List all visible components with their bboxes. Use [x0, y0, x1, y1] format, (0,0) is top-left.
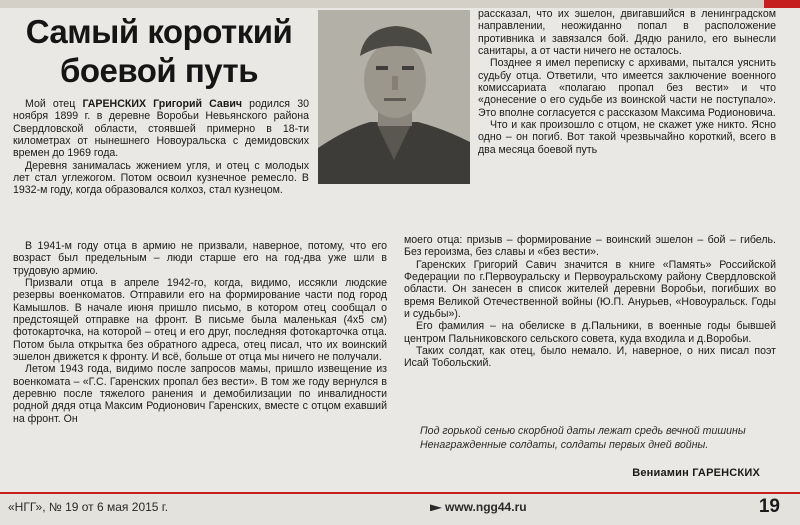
paragraph: моего отца: призыв – формирование – воинский эшелон – бой – гибель. Без героизма, без славы и «без вести».: [404, 234, 776, 259]
paragraph: Его фамилия – на обелиске в д.Пальники, в военные годы бывшей центром Пальниковского сельского совета, куда входила и д.Воробьи.: [404, 320, 776, 345]
paragraph: Таких солдат, как отец, было немало. И, наверное, о них писал поэт Исай Тобольский.: [404, 345, 776, 370]
website-text: www.ngg44.ru: [445, 500, 527, 514]
portrait-photo: [318, 10, 470, 184]
author-signature: Вениамин ГАРЕНСКИХ: [632, 467, 760, 479]
soldier-portrait-image: [318, 10, 470, 184]
paragraph: Летом 1943 года, видимо после запросов мамы, пришло извещение из военкомата – «Г.С. Гаренских пропал без вести». В том же году вернулся в деревню после тяжелого ранения и демобилизации по инвалидности родной дядя отца Максим Родионович Гаренских, вместе с отцом ехавший на фронт. Он: [13, 363, 387, 425]
arrow-icon: [430, 504, 442, 511]
paragraph: В 1941-м году отца в армию не призвали, наверное, потому, что его возраст был предельным – люди старше его на год-два уже шли в трудовую армию.: [13, 240, 387, 277]
text-run: Мой отец: [25, 98, 83, 110]
poem-line-2: Ненагражденные солдаты, солдаты первых дней войны.: [420, 438, 709, 451]
column-right-top: [478, 8, 776, 156]
paragraph: рассказал, что их эшелон, двигавшийся в ленинградском направлении, неожиданно попал в расположение противника и завязался бой. Дядю ранило, его вынесли санитары, а от части ничего не осталось.: [478, 8, 776, 58]
paragraph: Что и как произошло с отцом, не скажет уже никто. Ясно одно – он погиб. Вот такой чрезвычайно короткий, всего в два месяца боевой путь: [478, 119, 776, 156]
title-line-1: Самый короткий: [25, 13, 293, 50]
text-run: родился 30 ноября 1899 г. в деревне Воробьи Невьянского района Свердловской области, стоявшей примерно в 18-ти километрах от нынешнего Новоуральска с демидовских времен до 1969 года.: [13, 98, 309, 160]
column-right-bottom: [404, 234, 776, 370]
title-line-2: боевой путь: [60, 52, 258, 89]
top-rule: [0, 0, 800, 8]
page-footer: [0, 494, 800, 525]
top-accent-bar: [764, 0, 800, 8]
subject-name: ГАРЕНСКИХ Григорий Савич: [82, 98, 243, 110]
paragraph: Призвали отца в апреле 1942-го, когда, видимо, иссякли людские резервы военкоматов. Отправили его на формирование части под город Камышлов. В начале июня пришло письмо, в котором отец сообщал о предстоящей отправке на фронт. В письме была маленькая (4х5 см) фотокарточка, на которой – отец и его друг, последняя фотокарточка отца. Потом была открытка без обратного адреса, отец писал, что их воинский эшелон движется к фронту. И всё, больше от отца мы ничего не получали.: [13, 277, 387, 364]
paragraph: Деревня занималась жжением угля, и отец с молодых лет стал углежогом. Потом освоил кузнечное ремесло. В 1932-м году, когда образовался колхоз, стал кузнецом.: [13, 159, 309, 197]
column-left-top: [13, 98, 309, 197]
issue-info: «НГГ», № 19 от 6 мая 2015 г.: [8, 500, 169, 514]
column-left-bottom: [13, 240, 387, 425]
article-title: [14, 12, 304, 90]
website-link[interactable]: [430, 500, 527, 514]
poem-line-1: Под горькой сенью скорбной даты лежат средь вечной тишины: [420, 425, 746, 437]
paragraph: [13, 98, 309, 160]
paragraph: Гаренских Григорий Савич значится в книге «Память» Российской Федерации по г.Первоуральску и Первоуральскому району Свердловской области. Он занесен в список жителей деревни Воробьи, погибших во время Великой Отечественной войны (Ю.П. Анурьев, «Новоуральск. Годы и судьбы»).: [404, 258, 776, 321]
page-number: 19: [758, 496, 780, 517]
paragraph: Позднее я имел переписку с архивами, пытался уяснить судьбу отца. Ответили, что имеется заключение военного комиссариата «полагаю пропал без вести» и что «донесение о его судьбе из воинской части не поступало». Это вполне согласуется с рассказом Максима Родионовича.: [478, 57, 776, 119]
poem-quote: [420, 425, 780, 452]
